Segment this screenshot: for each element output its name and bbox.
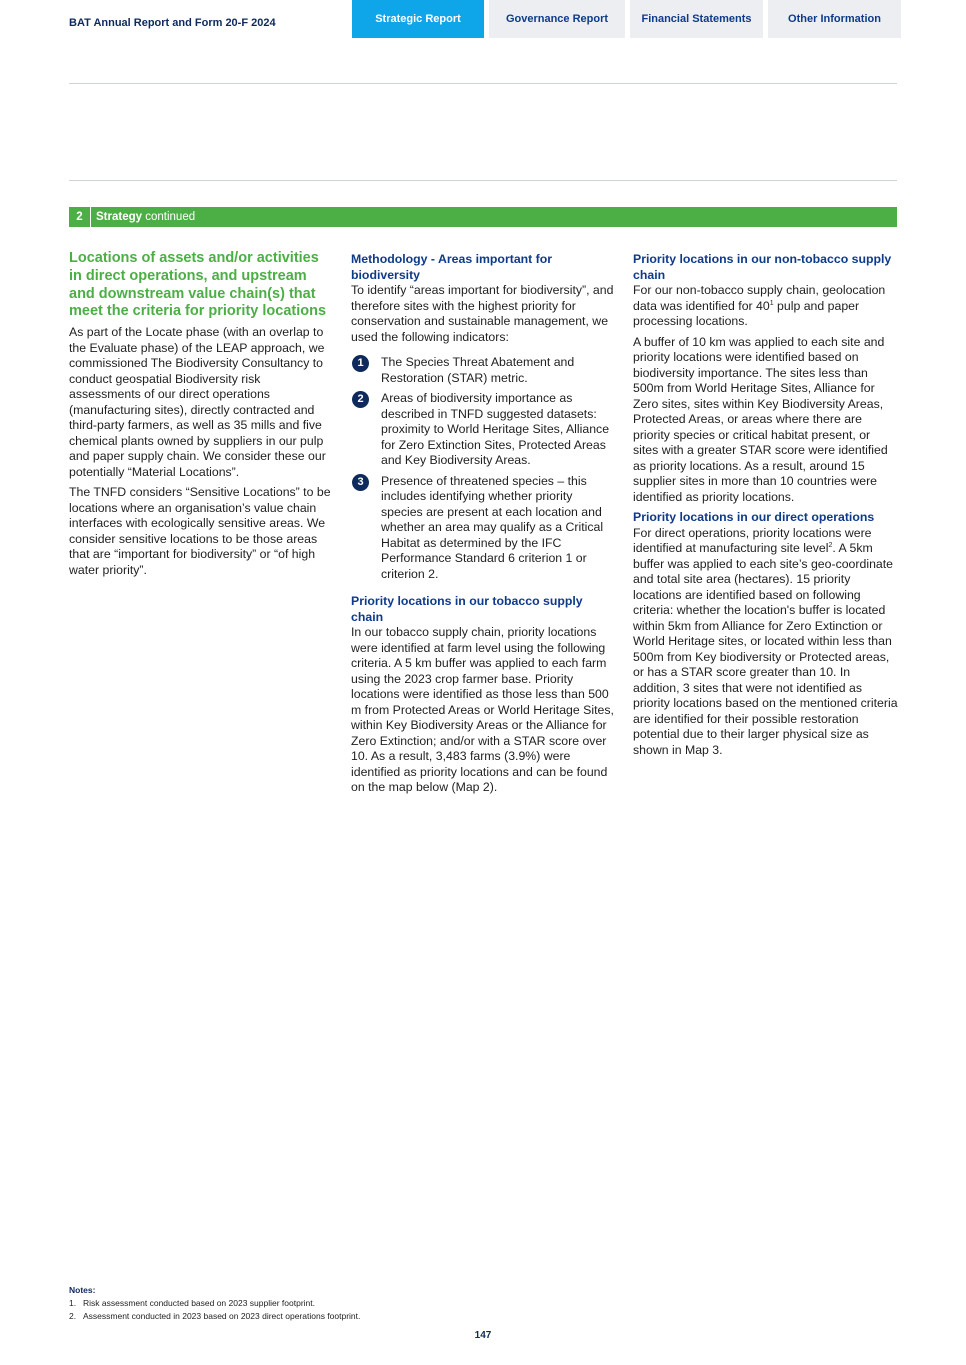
text-run: . A 5km buffer was applied to each site’s geo-coordinate and total site area (hectares). 15 priority locations are identified based on following criteria: whether the location's buffer is located within 5km from Alliance for Zero Extinction or World Heritage sites, or located within less than 500m from Key biodiversity or Protected areas, or has a STAR score greater than 10. In addition, 3 sites that were not identified as priority locations based on the mentioned criteria are identified for their possible restoration potential due to their larger physical size as shown in Map 3. — [633, 541, 898, 757]
list-item-text: Areas of biodiversity importance as described in TNFD suggested datasets: proximity to World Heritage Sites, Alliance for Zero Extinction Sites, Protected Areas and Key Biodiversity Areas. — [381, 391, 610, 467]
footnote-item — [69, 1297, 360, 1310]
section-number: 2 — [69, 207, 91, 227]
section-tabs — [352, 0, 901, 38]
column-left — [69, 250, 334, 583]
direct-operations-heading: Priority locations in our direct operations — [633, 510, 875, 524]
footnote-text: Risk assessment conducted based on 2023 supplier footprint. — [83, 1298, 315, 1308]
tobacco-supply-chain-heading: Priority locations in our tobacco supply chain — [351, 594, 583, 624]
footnote-item — [69, 1310, 360, 1323]
non-tobacco-supply-chain-heading: Priority locations in our non-tobacco supply chain — [633, 252, 892, 282]
list-item — [351, 391, 616, 469]
page-number: 147 — [474, 1330, 492, 1341]
tab-financial-statements[interactable]: Financial Statements — [630, 0, 763, 38]
report-title: BAT Annual Report and Form 20-F 2024 — [69, 17, 276, 29]
section-suffix: continued — [145, 211, 196, 223]
divider-bottom — [69, 180, 897, 181]
tab-other-information[interactable]: Other Information — [768, 0, 901, 38]
footnote-ref: 1 — [769, 299, 774, 307]
list-item-text: Presence of threatened species – this includes identifying whether priority species are present at each location and whether an area may qualify as a Critical Habitat as determined by the IFC Performance Standard 6 criterion 1 or criterion 2. — [381, 473, 604, 581]
tab-governance-report[interactable]: Governance Report — [489, 0, 625, 38]
section-title: Strategy — [96, 211, 143, 223]
text-run: For our non-tobacco supply chain, geolocation data was identified for 40 — [633, 283, 886, 313]
paragraph: In our tobacco supply chain, priority locations were identified at farm level using the following criteria. A 5 km buffer was applied to each farm using the 2023 crop farmer base. Priority locations were identified as those less than 500 m from Protected Areas or World Heritage Sites, within Key Biodiversity Areas or the Alliance for Zero Extinction; and/or with a STAR score over 10. As a result, 3,483 farms (3.9%) were identified as priority locations and can be found on the map below (Map 2). — [351, 625, 614, 794]
paragraph — [633, 526, 898, 759]
list-item — [351, 474, 616, 583]
paragraph: A buffer of 10 km was applied to each site and priority locations were identified based on biodiversity importance. The sites less than 500m from World Heritage Sites, Alliance for Zero sites, sites within Key Biodiversity Areas, Protected Areas, or areas where there are priority species or critical habitat present, or sites with a greater STAR score were identified as priority locations. As a result, around 15 supplier sites in more than 10 countries were identified as priority locations. — [633, 334, 888, 504]
column-right — [633, 250, 898, 763]
column-middle — [351, 250, 616, 801]
footnote-text: Assessment conducted in 2023 based on 2023 direct operations footprint. — [83, 1311, 361, 1321]
priority-locations-heading: Locations of assets and/or activities in direct operations, and upstream and downstream value chain(s) that meet the criteria for priority locations — [69, 250, 327, 320]
text-run: For direct operations, priority locations were identified at manufacturing site level — [633, 525, 872, 555]
list-item — [351, 355, 616, 386]
number-badge: 3 — [352, 474, 369, 491]
footnotes — [69, 1284, 360, 1323]
number-badge: 1 — [352, 355, 369, 372]
footnote-index: 2. — [69, 1311, 77, 1321]
section-label — [91, 211, 195, 223]
footnote-ref: 2 — [828, 541, 833, 549]
notes-title: Notes: — [69, 1285, 96, 1295]
paragraph: The TNFD considers “Sensitive Locations” to be locations where an organisation’s value chain interfaces with ecologically sensitive areas. We consider sensitive locations to be those areas that are “important for biodiversity” or “of high water priority”. — [69, 485, 331, 577]
paragraph: To identify “areas important for biodiversity”, and therefore sites with the highest priority for conservation and sustainable management, we used the following indicators: — [351, 283, 614, 344]
paragraph — [633, 283, 898, 330]
list-item-text: The Species Threat Abatement and Restoration (STAR) metric. — [381, 355, 575, 385]
section-banner — [69, 207, 897, 227]
number-badge: 2 — [352, 391, 369, 408]
text-run: pulp and paper processing locations. — [633, 298, 860, 328]
tab-strategic-report[interactable]: Strategic Report — [352, 0, 484, 38]
footnote-index: 1. — [69, 1298, 77, 1308]
methodology-heading: Methodology - Areas important for biodiversity — [351, 252, 553, 282]
paragraph: As part of the Locate phase (with an overlap to the Evaluate phase) of the LEAP approach, we commissioned The Biodiversity Consultancy to conduct geospatial Biodiversity risk assessments of our direct operations (manufacturing sites), directly contracted and third-party farmers, as well as 35 mills and five chemical plants owned by suppliers in our pulp and paper supply chain. We consider these our potentially “Material Locations”. — [69, 325, 326, 479]
divider-top — [69, 83, 897, 84]
